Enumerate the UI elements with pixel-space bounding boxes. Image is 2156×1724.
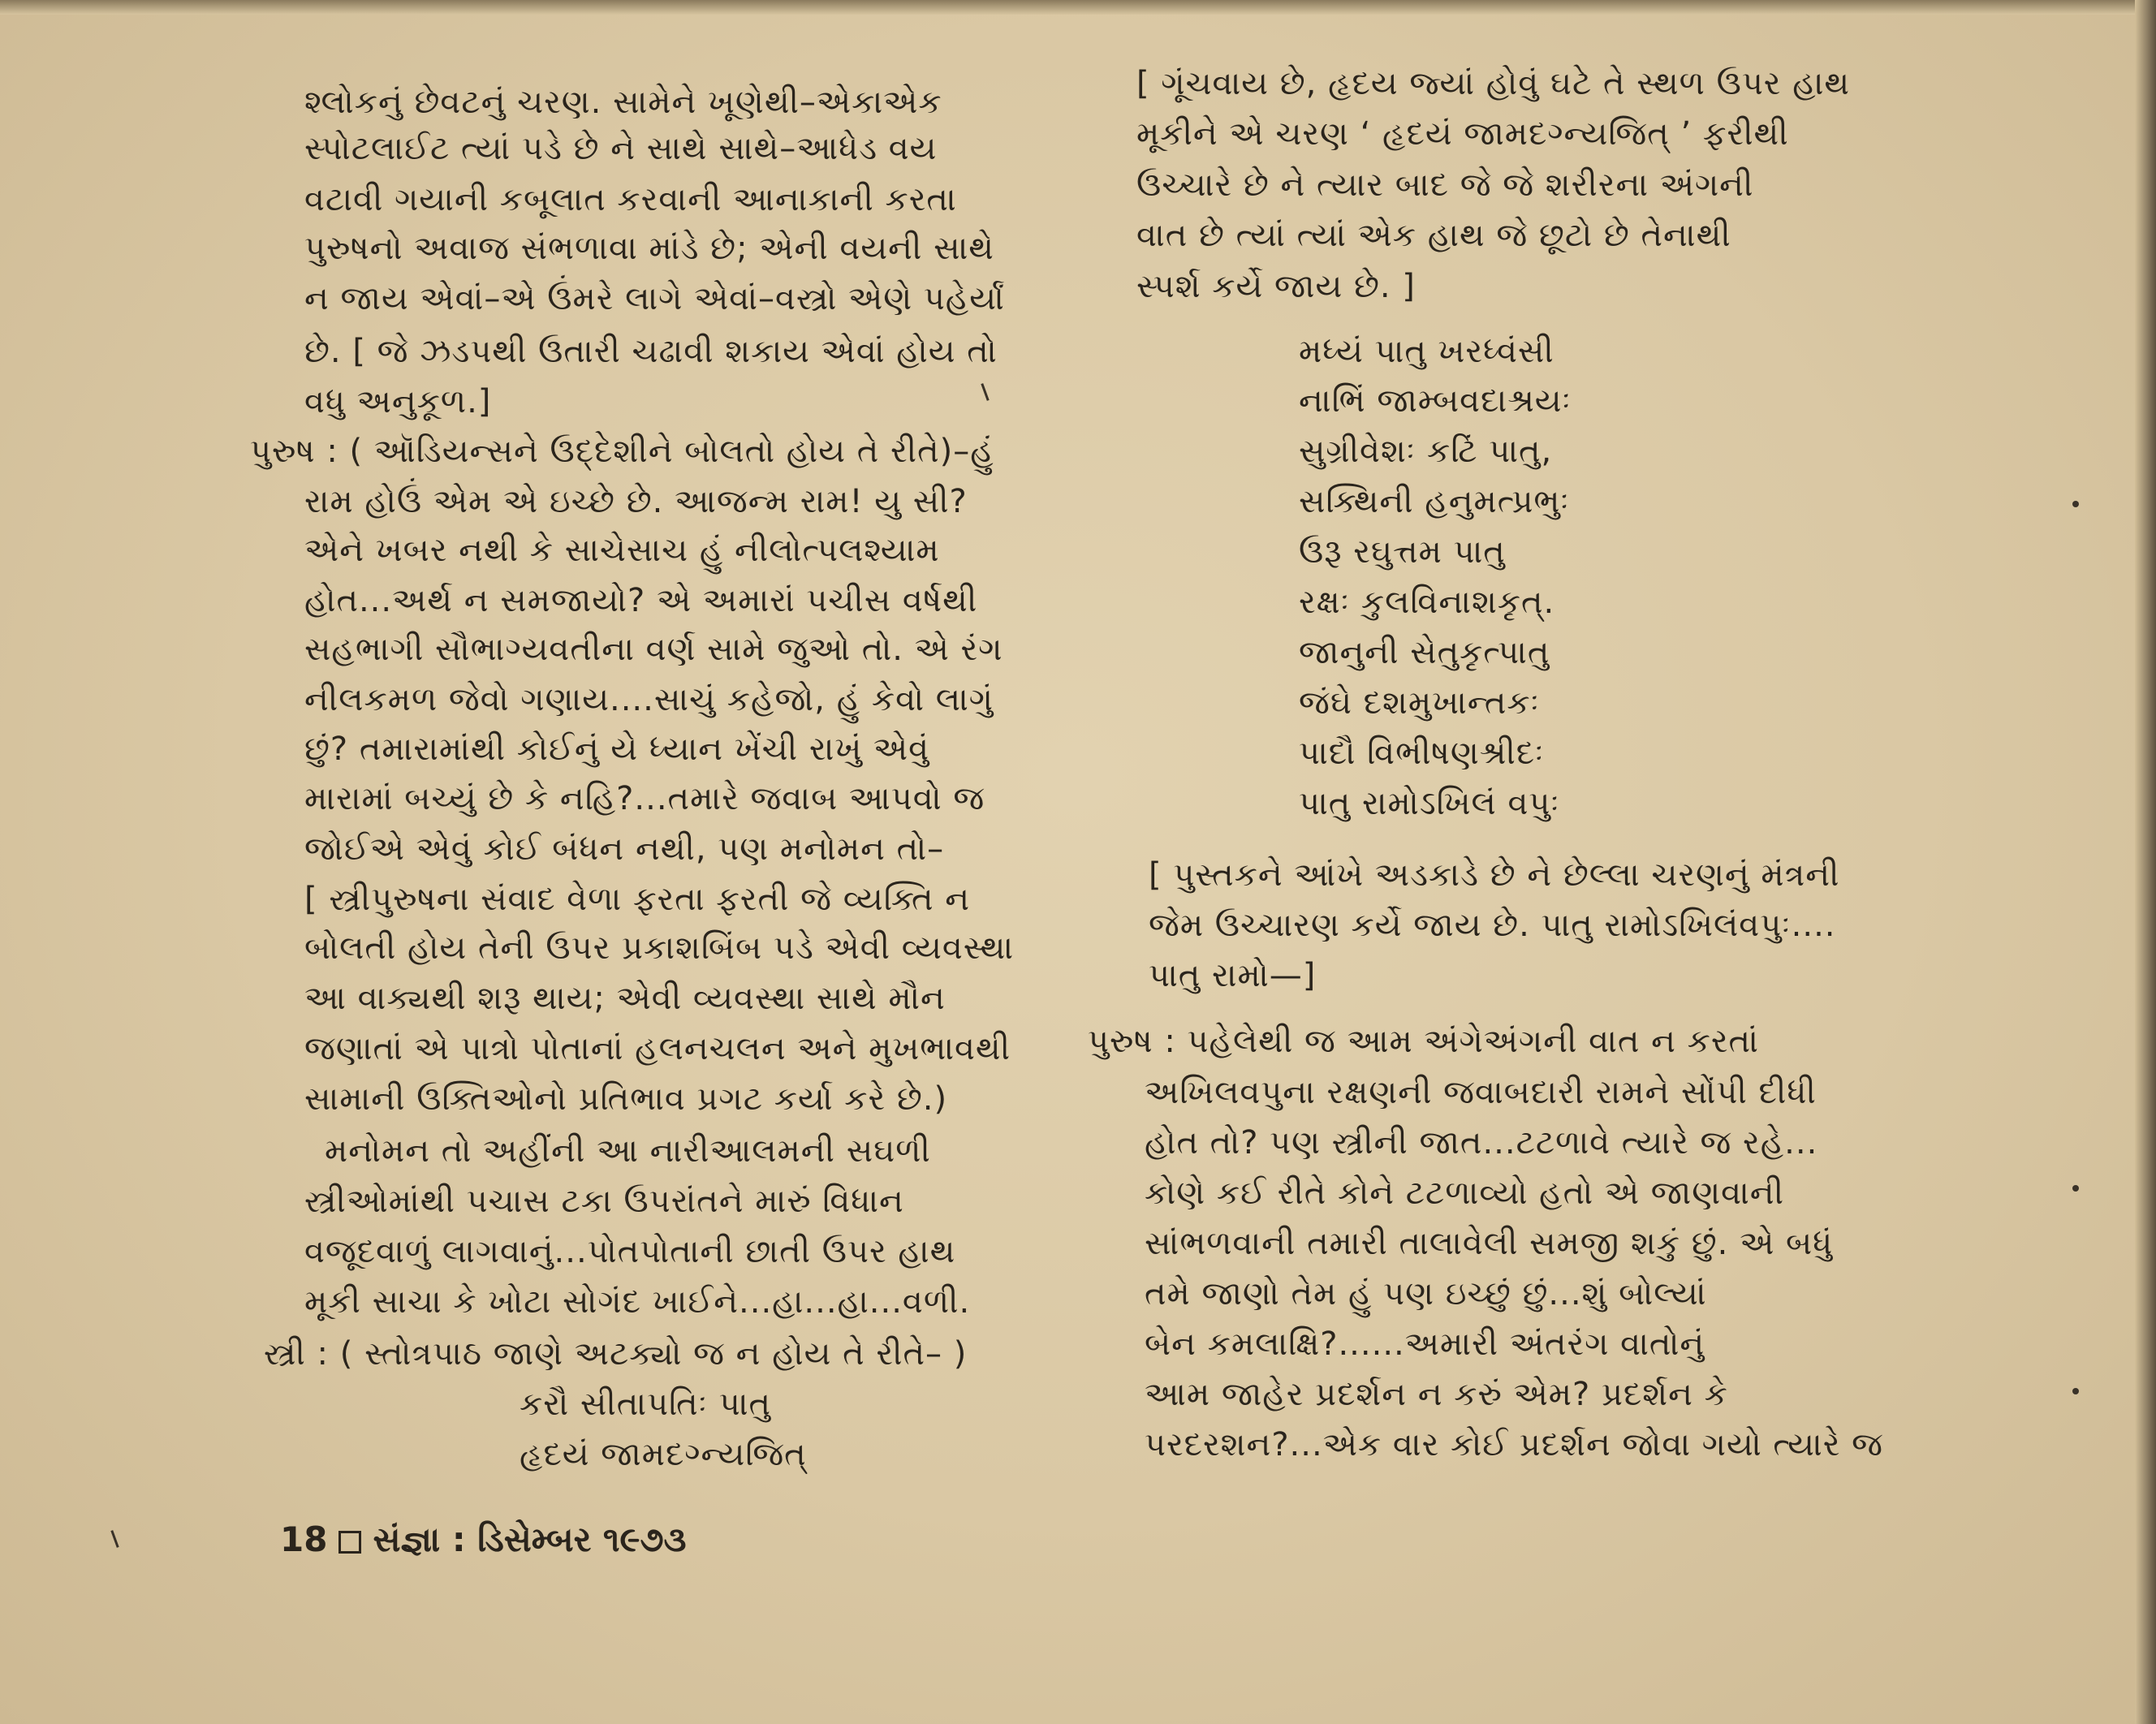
right-line-2: મૂકીને એ ચરણ ‘ હૃદયં જામદગ્ન્યજિત્ ’ ફરીથી <box>1136 115 1789 153</box>
right-line-4: વાત છે ત્યાં ત્યાં એક હાથ જે છૂટો છે તેનાથી <box>1136 217 1731 254</box>
left-line-11: હોત...અર્થ ન સમજાયો? એ અમારાં પચીસ વર્ષથી <box>304 582 978 619</box>
right-line-5: સ્પર્શ કર્યે જાય છે. ] <box>1136 268 1416 305</box>
right-line-23: સાંભળવાની તમારી તાલાવેલી સમજી શકું છું. એ બધું <box>1145 1225 1834 1262</box>
page-top-edge <box>0 0 2156 15</box>
left-line-25: મૂકી સાચા કે ખોટા સોગંદ ખાઈને...હા...હા...વળી. <box>304 1283 971 1321</box>
margin-mark <box>2072 1185 2079 1192</box>
ink-mark <box>981 383 989 401</box>
right-verse-6: રક્ષઃ કુલવિનાશકૃત્. <box>1299 584 1555 621</box>
right-verse-5: ઉરૂ રઘુત્તમ પાતુ <box>1299 533 1506 571</box>
right-verse-1: મધ્યં પાતુ ખરધ્વંસી <box>1299 333 1554 370</box>
page-number: 18 <box>280 1519 328 1559</box>
right-line-25: બેન કમલાક્ષિ?......અમારી અંતરંગ વાતોનું <box>1145 1325 1705 1363</box>
right-verse-2: નાભિં જામ્બવદાશ્રયઃ <box>1299 382 1572 420</box>
left-line-5: ન જાય એવાં–એ ઉંમરે લાગે એવાં–વસ્ત્રો એણે પહેર્યાં <box>304 280 1005 317</box>
left-line-2: સ્પોટલાઈટ ત્યાં પડે છે ને સાથે સાથે–આધેડ વય <box>304 130 938 167</box>
ink-mark <box>110 1530 119 1548</box>
page-footer <box>280 1519 687 1560</box>
right-verse-9: પાદૌ વિભીષણશ્રીદઃ <box>1299 735 1545 772</box>
right-verse-8: જંઘે દશમુખાન્તકઃ <box>1299 684 1541 722</box>
left-line-9: રામ હોઉં એમ એ ઇચ્છે છે. આજન્મ રામ! યુ સી? <box>304 483 968 520</box>
footer-square-icon <box>338 1531 361 1554</box>
left-verse-1: કરૌ સીતાપતિઃ પાતુ <box>520 1386 772 1423</box>
margin-mark <box>2072 501 2079 507</box>
left-line-7: વધુ અનુકૂળ.] <box>304 383 492 420</box>
left-line-12: સહભાગી સૌભાગ્યવતીના વર્ણ સામે જુઓ તો. એ રંગ <box>304 631 1003 668</box>
right-verse-10: પાતુ રામોઽખિલં વપુઃ <box>1299 785 1560 822</box>
left-line-6: છે. [ જે ઝડપથી ઉતારી ચઢાવી શકાય એવાં હોય તો <box>304 333 998 370</box>
left-line-10: એને ખબર નથી કે સાચેસાચ હું નીલોત્પલશ્યામ <box>304 532 940 569</box>
left-line-18: બોલતી હોય તેની ઉપર પ્રકાશબિંબ પડે એવી વ્યવસ્થા <box>304 929 1015 967</box>
right-verse-3: સુગ્રીવેશઃ કટિં પાતુ, <box>1299 433 1553 470</box>
left-verse-2: હૃદયં જામદગ્ન્યજિત્ <box>520 1436 807 1473</box>
page-right-edge <box>2135 0 2156 1724</box>
right-line-16: [ પુસ્તકને આંખે અડકાડે છે ને છેલ્લા ચરણનું મંત્રની <box>1149 856 1840 894</box>
left-line-8: પુરુષ : ( ઑડિયન્સને ઉદ્દેશીને બોલતો હોય તે રીતે)–હું <box>250 433 994 470</box>
publication-name: સંજ્ઞા : ડિસેમ્બર ૧૯૭૩ <box>373 1519 687 1559</box>
right-line-1: [ ગૂંચવાય છે, હૃદય જ્યાં હોવું ઘટે તે સ્થળ ઉપર હાથ <box>1136 65 1851 102</box>
left-line-26: સ્ત્રી : ( સ્તોત્રપાઠ જાણે અટક્યો જ ન હોય તે રીતે– ) <box>264 1335 968 1373</box>
left-line-16: જોઈએ એવું કોઈ બંધન નથી, પણ મનોમન તો– <box>304 830 945 868</box>
right-line-22: કોણે કઈ રીતે કોને ટટળાવ્યો હતો એ જાણવાની <box>1145 1174 1785 1212</box>
right-line-27: પરદરશન?...એક વાર કોઈ પ્રદર્શન જોવા ગયો ત્યારે જ <box>1145 1426 1883 1463</box>
left-line-20: જણાતાં એ પાત્રો પોતાનાં હલનચલન અને મુખભાવથી <box>304 1030 1011 1067</box>
right-line-17: જેમ ઉચ્ચારણ કર્યે જાય છે. પાતુ રામોઽખિલંવપુઃ.... <box>1149 907 1836 944</box>
right-line-19: પુરુષ : પહેલેથી જ આમ અંગેઅંગની વાત ન કરતાં <box>1088 1023 1759 1060</box>
left-line-15: મારામાં બચ્યું છે કે નહિ?...તમારે જવાબ આપવો જ <box>304 780 985 817</box>
right-line-21: હોત તો? પણ સ્ત્રીની જાત...ટટળાવે ત્યારે જ રહે... <box>1145 1124 1818 1162</box>
left-line-1: શ્લોકનું છેવટનું ચરણ. સામેને ખૂણેથી–એકાએક <box>304 84 942 121</box>
right-line-24: તમે જાણો તેમ હું પણ ઇચ્છું છું...શું બોલ્યાં <box>1145 1275 1707 1312</box>
right-line-18: પાતુ રામો—] <box>1149 957 1317 994</box>
left-line-22: મનોમન તો અહીંની આ નારીઆલમની સઘળી <box>325 1132 931 1170</box>
right-line-20: અખિલવપુના રક્ષણની જવાબદારી રામને સોંપી દીધી <box>1145 1074 1817 1111</box>
right-line-3: ઉચ્ચારે છે ને ત્યાર બાદ જે જે શરીરના અંગની <box>1136 166 1754 204</box>
left-line-17: [ સ્ત્રીપુરુષના સંવાદ વેળા ફરતા ફરતી જે વ્યક્તિ ન <box>304 881 971 918</box>
right-line-26: આમ જાહેર પ્રદર્શન ન કરું એમ? પ્રદર્શન કે <box>1145 1376 1728 1413</box>
left-line-19: આ વાક્યથી શરૂ થાય; એવી વ્યવસ્થા સાથે મૌન <box>304 980 946 1017</box>
left-line-23: સ્ત્રીઓમાંથી પચાસ ટકા ઉપરાંતને મારું વિધાન <box>304 1183 904 1220</box>
left-line-13: નીલકમળ જેવો ગણાય....સાચું કહેજો, હું કેવો લાગું <box>304 681 994 718</box>
left-line-3: વટાવી ગયાની કબૂલાત કરવાની આનાકાની કરતા <box>304 181 957 218</box>
left-line-24: વજૂદવાળું લાગવાનું...પોતપોતાની છાતી ઉપર હાથ <box>304 1233 956 1270</box>
right-verse-4: સક્થિની હનુમત્પ્રભુઃ <box>1299 483 1570 520</box>
margin-mark <box>2072 1388 2079 1394</box>
right-verse-7: જાનુની સેતુકૃત્પાતુ <box>1299 634 1550 671</box>
left-line-4: પુરુષનો અવાજ સંભળાવા માંડે છે; એની વયની સાથે <box>304 230 994 267</box>
left-line-14: છું? તમારામાંથી કોઈનું યે ધ્યાન ખેંચી રાખું એવું <box>304 731 930 768</box>
left-line-21: સામાની ઉક્તિઓનો પ્રતિભાવ પ્રગટ કર્યા કરે છે.) <box>304 1080 948 1118</box>
